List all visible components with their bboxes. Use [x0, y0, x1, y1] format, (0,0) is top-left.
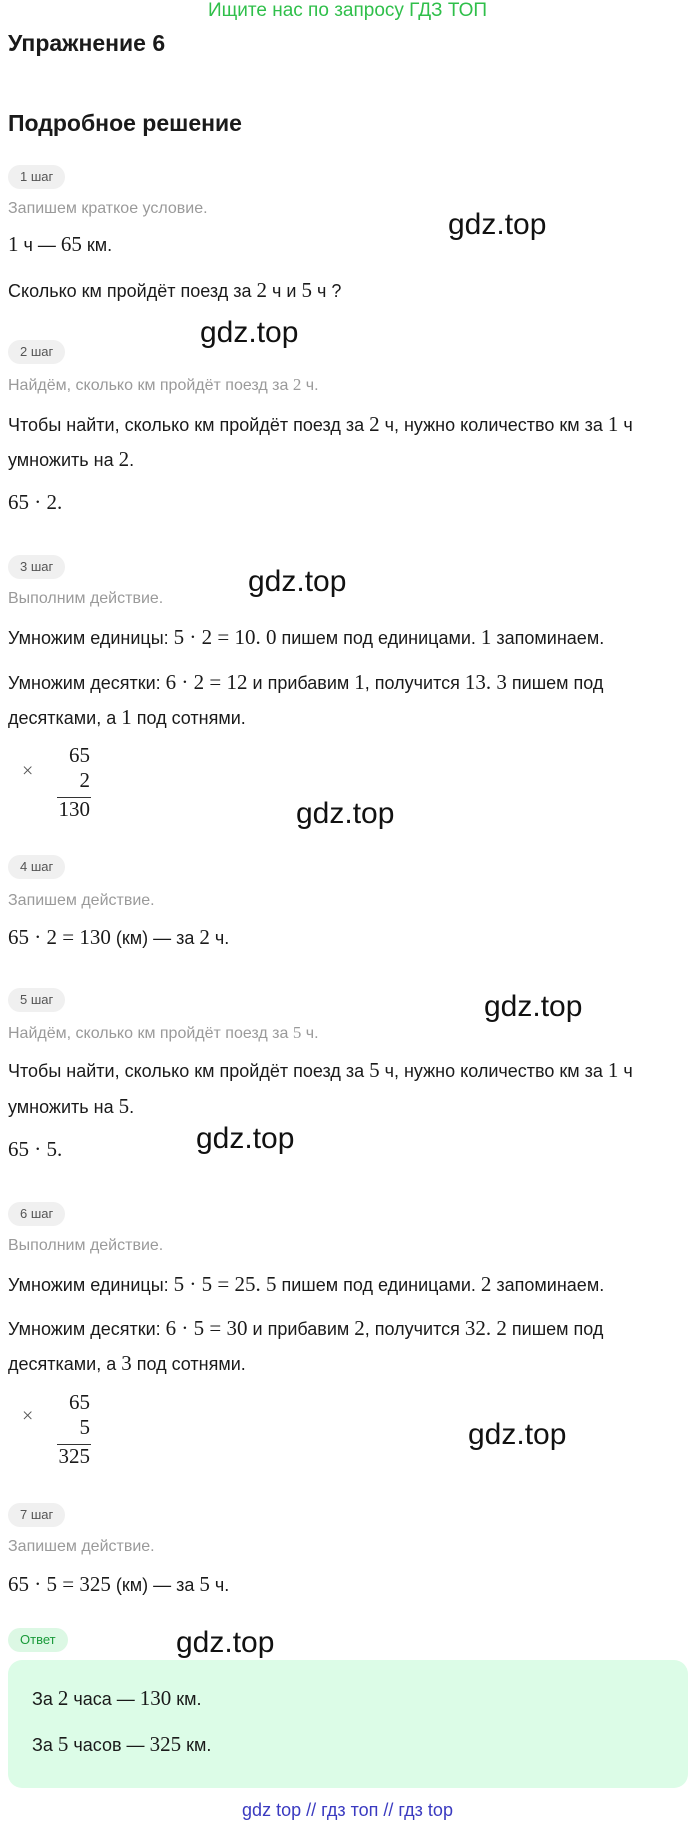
explanation-line: Умножим единицы: 5 · 5 = 25. 5 пишем под единицами. 2 запоминаем. — [8, 1272, 605, 1296]
explanation-line: Умножим десятки: 6 · 5 = 30 и прибавим 2, получится 32. 2 пишем под — [8, 1316, 604, 1340]
multiply-sign: × — [22, 760, 34, 782]
step-hint: Запишем краткое условие. — [8, 200, 208, 217]
column-multiplicand: 65 — [69, 1390, 90, 1414]
step-badge: 2 шаг — [8, 340, 65, 364]
answer-box — [8, 1660, 688, 1788]
column-multiplier: 2 — [79, 768, 90, 792]
watermark-text: gdz.top — [196, 1122, 295, 1155]
condition-line: 1 ч — 65 км. — [8, 232, 113, 256]
step-badge: 6 шаг — [8, 1202, 65, 1226]
step-badge: 3 шаг — [8, 555, 65, 579]
step-badge: 1 шаг — [8, 165, 65, 189]
watermark-text: gdz.top — [248, 565, 347, 598]
explanation-line: Чтобы найти, сколько км пройдёт поезд за 2 ч, нужно количество км за 1 ч — [8, 412, 633, 436]
explanation-line: Чтобы найти, сколько км пройдёт поезд за 5 ч, нужно количество км за 1 ч — [8, 1058, 633, 1082]
explanation-line: Умножим единицы: 5 · 2 = 10. 0 пишем под единицами. 1 запоминаем. — [8, 625, 605, 649]
step-badge: 5 шаг — [8, 988, 65, 1012]
answer-line: За 5 часов — 325 км. — [32, 1732, 212, 1756]
step-hint: Выполним действие. — [8, 1237, 164, 1254]
watermark-text: gdz.top — [176, 1626, 275, 1659]
watermark-text: gdz.top — [200, 316, 299, 349]
step-hint: Запишем действие. — [8, 1538, 155, 1555]
explanation-line: десятками, а 1 под сотнями. — [8, 705, 246, 729]
step-hint: Запишем действие. — [8, 892, 155, 909]
column-result: 130 — [58, 797, 90, 821]
answer-line: За 2 часа — 130 км. — [32, 1686, 202, 1710]
watermark-text: gdz.top — [468, 1418, 567, 1451]
watermark-text: gdz.top — [448, 208, 547, 241]
question-line: Сколько км пройдёт поезд за 2 ч и 5 ч ? — [8, 278, 342, 302]
multiply-sign: × — [22, 1405, 34, 1427]
explanation-line: умножить на 2. — [8, 447, 135, 471]
watermark-text: gdz.top — [296, 797, 395, 830]
step-badge: 7 шаг — [8, 1503, 65, 1527]
action-line: 65 · 5 = 325 (км) — за 5 ч. — [8, 1572, 230, 1596]
section-title: Подробное решение — [8, 110, 242, 136]
step-hint: Выполним действие. — [8, 590, 164, 607]
column-result: 325 — [58, 1444, 90, 1468]
step-badge: 4 шаг — [8, 855, 65, 879]
column-multiplicand: 65 — [69, 743, 90, 767]
page-title: Упражнение 6 — [8, 30, 166, 56]
explanation-line: умножить на 5. — [8, 1094, 135, 1118]
math-expression: 65 · 5. — [8, 1137, 63, 1161]
footer-links[interactable]: gdz top // гдз топ // гдз top — [242, 1800, 453, 1820]
answer-badge: Ответ — [8, 1628, 68, 1652]
watermark-text: gdz.top — [484, 990, 583, 1023]
column-multiplier: 5 — [79, 1415, 90, 1439]
promo-banner[interactable]: Ищите нас по запросу ГДЗ ТОП — [207, 0, 488, 21]
step-hint: Найдём, сколько км пройдёт поезд за 5 ч. — [8, 1023, 319, 1042]
math-expression: 65 · 2. — [8, 490, 63, 514]
explanation-line: Умножим десятки: 6 · 2 = 12 и прибавим 1, получится 13. 3 пишем под — [8, 670, 604, 694]
explanation-line: десятками, а 3 под сотнями. — [8, 1351, 246, 1375]
action-line: 65 · 2 = 130 (км) — за 2 ч. — [8, 925, 230, 949]
step-hint: Найдём, сколько км пройдёт поезд за 2 ч. — [8, 375, 319, 394]
